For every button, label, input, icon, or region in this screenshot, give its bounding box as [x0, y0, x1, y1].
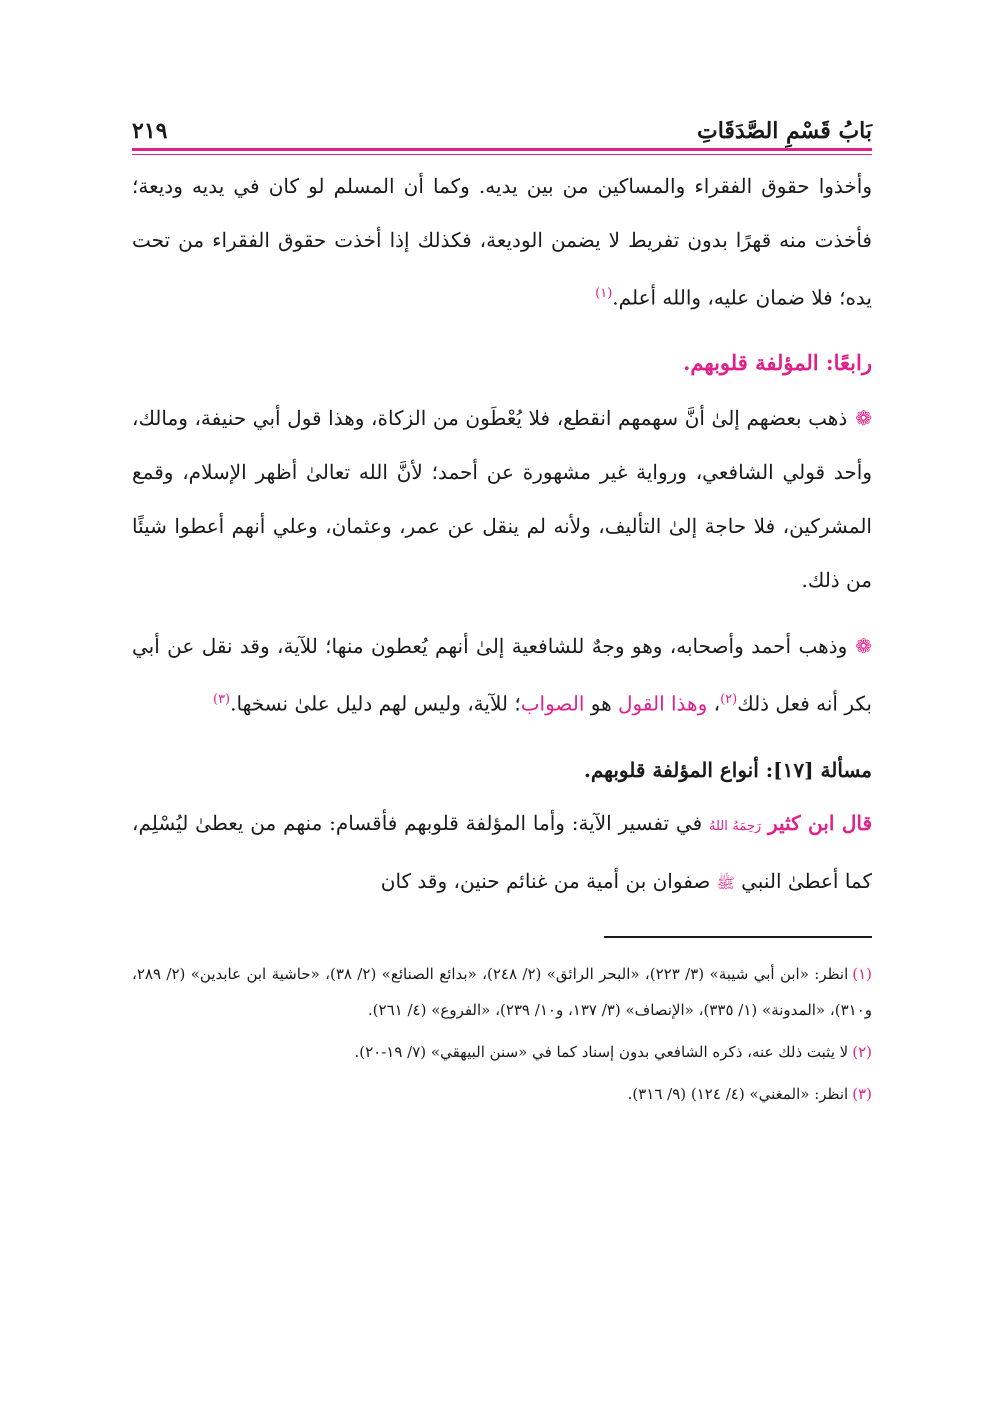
highlight-correct: الصواب [520, 691, 585, 716]
issue17-text-a: في تفسير الآية: وأما المؤلفة قلوبهم فأقسام: منهم من يعطىٰ ليُسْلِم، كما أعطىٰ النبي [132, 811, 872, 894]
running-header [132, 100, 872, 144]
issue-title: أنواع المؤلفة قلوبهم. [583, 758, 759, 783]
footnote-1 [132, 956, 872, 1028]
footnote-ref-2[interactable]: (٢) [720, 691, 738, 707]
footnote-text: انظر: «ابن أبي شيبة» (٣/ ٢٢٣)، «البحر الرائق» (٢/ ٢٤٨)، «بدائع الصنائع» (٢/ ٣٨)، «حاشية ابن عابدين» (٢/ ٢٨٩، و٣١٠)، «المدونة» (١/ ٣٣٥)، «الإنصاف» (٣/ ١٣٧، و١٠/ ٢٣٩)، «الفروع» (٤/ ٢٦١). [132, 965, 872, 1020]
footnote-number: (٣) [852, 1085, 872, 1104]
quote-speaker: قال ابن كثير [768, 811, 873, 836]
footnote-number: (١) [852, 965, 873, 984]
issue17-text-b: صفوان بن أمية من غنائم حنين، وقد كان [380, 869, 717, 894]
intro-paragraph [132, 159, 872, 325]
honorific: رَحِمَهُ اللهُ [708, 819, 762, 835]
issue-heading [132, 750, 872, 790]
section4-para2-text-a: وذهب أحمد وأصحابه، وهو وجهٌ للشافعية إلىٰ أنهم يُعطون منها؛ للآية، وقد نقل عن أبي بكر أنه فعل ذلك [132, 633, 872, 716]
footnote-text: انظر: «المغني» (٤/ ١٢٤) (٩/ ٣١٦). [627, 1085, 849, 1104]
section-heading-4: رابعًا: المؤلفة قلوبهم. [683, 349, 872, 375]
footnote-ref-3[interactable]: (٣) [212, 691, 231, 707]
section4-para1-text: ذهب بعضهم إلىٰ أنَّ سهمهم انقطع، فلا يُعْطَون من الزكاة، وهذا قول أبي حنيفة، ومالك، وأحد قولي الشافعي، ورواية غير مشهورة عن أحمد؛ لأنَّ الله تعالىٰ أظهر الإسلام، وقمع المشركين، فلا حاجة إلىٰ التأليف، ولأنه لم ينقل عن عمر، وعثمان، وعلي أنهم أعطوا شيئًا من ذلك. [132, 405, 872, 592]
section4-para2-text-b: ، [707, 691, 721, 716]
footnote-separator [604, 936, 872, 938]
salutation-glyph: ﷺ [716, 874, 735, 893]
footnote-ref-1[interactable]: (١) [595, 286, 613, 301]
section4-paragraph-1 [132, 391, 872, 607]
highlight-this-opinion: وهذا القول [618, 691, 708, 716]
footnote-3 [132, 1076, 872, 1112]
section4-para2-text-d: ؛ للآية، وليس لهم دليل علىٰ نسخها. [230, 691, 521, 716]
ornament-icon: ❁ [855, 405, 872, 430]
footnote-text: لا يثبت ذلك عنه، ذكره الشافعي بدون إسناد كما في «سنن البيهقي» (٧/ ١٩-٢٠). [354, 1043, 849, 1062]
header-rule-thick [132, 148, 872, 151]
issue-label: مسألة [١٧]: [765, 758, 872, 783]
section4-para2-text-c: هو [584, 691, 619, 716]
header-rule-thin [132, 154, 872, 155]
section4-paragraph-2 [132, 619, 872, 731]
chapter-title: بَابُ قَسْمِ الصَّدَقَاتِ [696, 118, 872, 144]
ornament-icon: ❁ [855, 633, 872, 658]
footnote-number: (٢) [852, 1043, 872, 1062]
footnote-2 [132, 1034, 872, 1070]
issue17-paragraph [132, 796, 872, 910]
footnotes [132, 956, 872, 1112]
page [132, 100, 872, 1112]
intro-text: وأخذوا حقوق الفقراء والمساكين من بين يديه. وكما أن المسلم لو كان في يديه وديعة؛ فأخذت منه قهرًا بدون تفريط لا يضمن الوديعة، فكذلك إذا أخذت حقوق الفقراء من تحت يده؛ فلا ضمان عليه، والله أعلم. [132, 174, 872, 310]
page-number: ٢١٩ [132, 118, 168, 144]
